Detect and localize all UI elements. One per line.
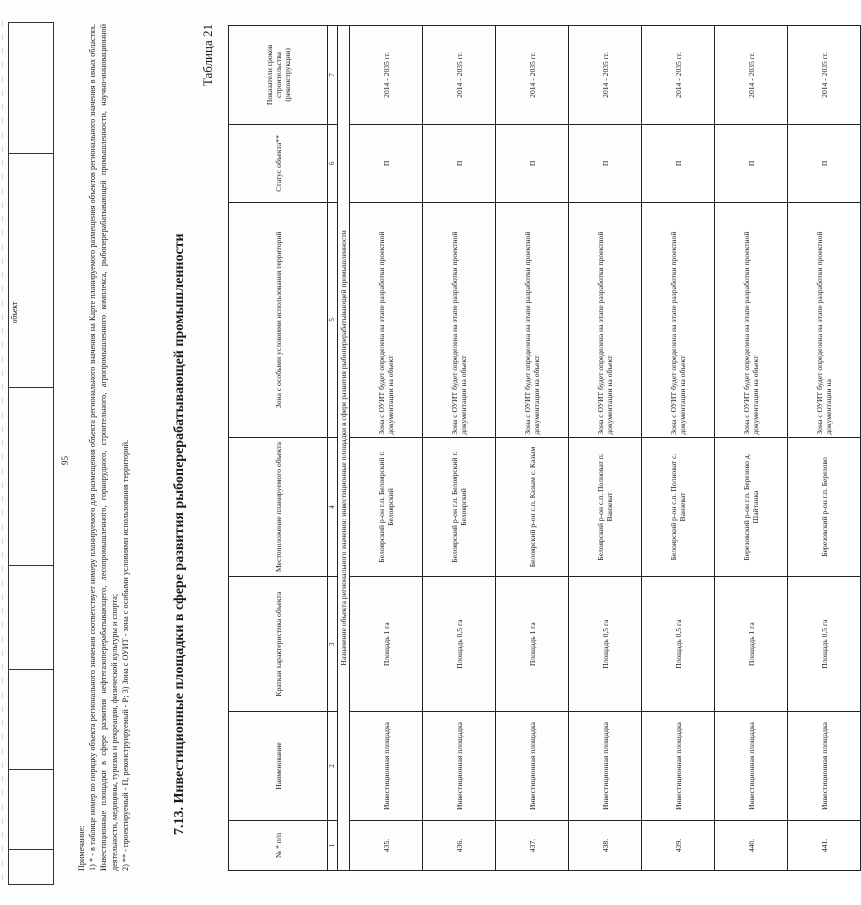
cell-timeline: 2014 - 2035 гг. (642, 26, 715, 125)
table-row (496, 26, 569, 871)
continued-table-strip (8, 22, 54, 885)
table-header-row (229, 26, 328, 871)
notes-heading: Примечание: (77, 825, 86, 871)
cell-description: Площадь 1 га (350, 577, 423, 712)
cell-status: П (350, 124, 423, 202)
cell-location: Березовский р-он г.п. Березово д. Шайтанка (715, 437, 788, 577)
cell-description: Площадь 0,5 га (569, 577, 642, 712)
header-description: Краткая характеристика объекта (229, 577, 328, 712)
table-row (715, 26, 788, 871)
cell-name: Инвестиционная площадка (788, 712, 861, 821)
column-number: 1 (328, 821, 338, 871)
cell-description: Площадь 1 га (496, 577, 569, 712)
cell-status: П (569, 124, 642, 202)
header-zone: Зона с особыми условиями использования территорий (229, 203, 328, 438)
page-number: 95 (60, 456, 70, 465)
header-timeline: Показатели сроков строительства (реконструкции) (229, 26, 328, 125)
table-row (350, 26, 423, 871)
cell-number: 435. (350, 821, 423, 871)
column-number: 7 (328, 26, 338, 125)
strip-divider (9, 153, 53, 154)
table-row (788, 26, 861, 871)
header-status: Статус объекта** (229, 124, 328, 202)
strip-divider (9, 565, 53, 566)
cell-status: П (715, 124, 788, 202)
cell-zone: Зона с ОУИТ будет определена на этапе разработки проектной документации на объект (350, 203, 423, 438)
header-location: Местоположение планируемого объекта (229, 437, 328, 577)
cell-zone: Зона с ОУИТ будет определена на этапе разработки проектной документации на объект (642, 203, 715, 438)
cell-name: Инвестиционная площадка (642, 712, 715, 821)
cell-timeline: 2014 - 2035 гг. (788, 26, 861, 125)
column-number: 5 (328, 203, 338, 438)
cell-number: 438. (569, 821, 642, 871)
group-row (338, 26, 350, 871)
column-number: 3 (328, 577, 338, 712)
cell-number: 441. (788, 821, 861, 871)
cell-timeline: 2014 - 2035 гг. (423, 26, 496, 125)
cell-description: Площадь 0,5 га (788, 577, 861, 712)
group-purpose-label: Назначение объекта регионального значения: инвестиционные площадки в сфере развития рыбоперерабатывающей промышленности (338, 26, 350, 871)
cell-location: Белоярский р-он с.п. Казым с. Казым (496, 437, 569, 577)
strip-label: объект (10, 301, 19, 324)
cell-location: Белоярский р-он г.п. Белоярский г. Белоярский (350, 437, 423, 577)
column-number: 2 (328, 712, 338, 821)
strip-divider (9, 387, 53, 388)
cell-description: Площадь 0,5 га (423, 577, 496, 712)
cell-zone: Зона с ОУИТ будет определена на этапе разработки проектной документации на (788, 203, 861, 438)
strip-divider (9, 669, 53, 670)
cell-status: П (496, 124, 569, 202)
cell-timeline: 2014 - 2035 гг. (350, 26, 423, 125)
notes-block (76, 24, 131, 871)
section-title: 7.13. Инвестиционные площадки в сфере развития рыбоперерабатывающей промышленности (172, 233, 187, 835)
cell-zone: Зона с ОУИТ будет определена на этапе разработки проектной документации на объект (715, 203, 788, 438)
header-name: Наименование (229, 712, 328, 821)
table-row (569, 26, 642, 871)
cell-number: 440. (715, 821, 788, 871)
column-number-row (328, 26, 338, 871)
notes-line-1: 1) * - в таблице номер по порядку объекта регионального значения соответствует номеру планируемого для размещения объекта регионального значения на Карте планируемого размещения объектов регионального значения в иных областях. Инвестиционные площадки в сфере развития нефтегазоперерабатывающего, лесопромышленного, горнорудного, строительного, агропромышленного комплекса, рыбоперерабатывающей промышленности, научно-инновационной деятельности, медицины, туризма и рекреации, физической культуры и спорта; (88, 24, 119, 871)
cell-description: Площадь 0,5 га (642, 577, 715, 712)
cell-location: Березовский р-он г.п. Березово (788, 437, 861, 577)
cell-zone: Зона с ОУИТ будет определена на этапе разработки проектной документации на объект (496, 203, 569, 438)
cell-name: Инвестиционная площадка (569, 712, 642, 821)
cell-location: Белоярский р-он с.п. Полноват п. Ванзеват (569, 437, 642, 577)
cell-timeline: 2014 - 2035 гг. (569, 26, 642, 125)
investment-sites-table (228, 25, 861, 871)
cell-name: Инвестиционная площадка (496, 712, 569, 821)
cell-location: Белоярский р-он с.п. Полноват с. Ванзеват (642, 437, 715, 577)
cell-zone: Зона с ОУИТ будет определена на этапе разработки проектной документации на объект (569, 203, 642, 438)
cell-zone: Зона с ОУИТ будет определена на этапе разработки проектной документации на объект (423, 203, 496, 438)
notes-line-2: 2) ** - проектируемый - П, реконструируемый - Р; 3) Зона с ОУИТ - зона с особыми условиями использования территорий. (121, 439, 130, 871)
table-row (423, 26, 496, 871)
column-number: 4 (328, 437, 338, 577)
cell-timeline: 2014 - 2035 гг. (496, 26, 569, 125)
cell-number: 437. (496, 821, 569, 871)
cell-name: Инвестиционная площадка (350, 712, 423, 821)
table-caption: Таблица 21 (200, 24, 215, 87)
cell-number: 436. (423, 821, 496, 871)
cell-description: Площадь 1 га (715, 577, 788, 712)
table-row (642, 26, 715, 871)
cell-name: Инвестиционная площадка (715, 712, 788, 821)
column-number: 6 (328, 124, 338, 202)
cell-status: П (423, 124, 496, 202)
cell-location: Белоярский р-он г.п. Белоярский г. Белоярский (423, 437, 496, 577)
cell-name: Инвестиционная площадка (423, 712, 496, 821)
strip-divider (9, 849, 53, 850)
strip-divider (9, 769, 53, 770)
cell-status: П (788, 124, 861, 202)
cell-timeline: 2014 - 2035 гг. (715, 26, 788, 125)
cell-number: 439. (642, 821, 715, 871)
header-number: № * п/п (229, 821, 328, 871)
cell-status: П (642, 124, 715, 202)
